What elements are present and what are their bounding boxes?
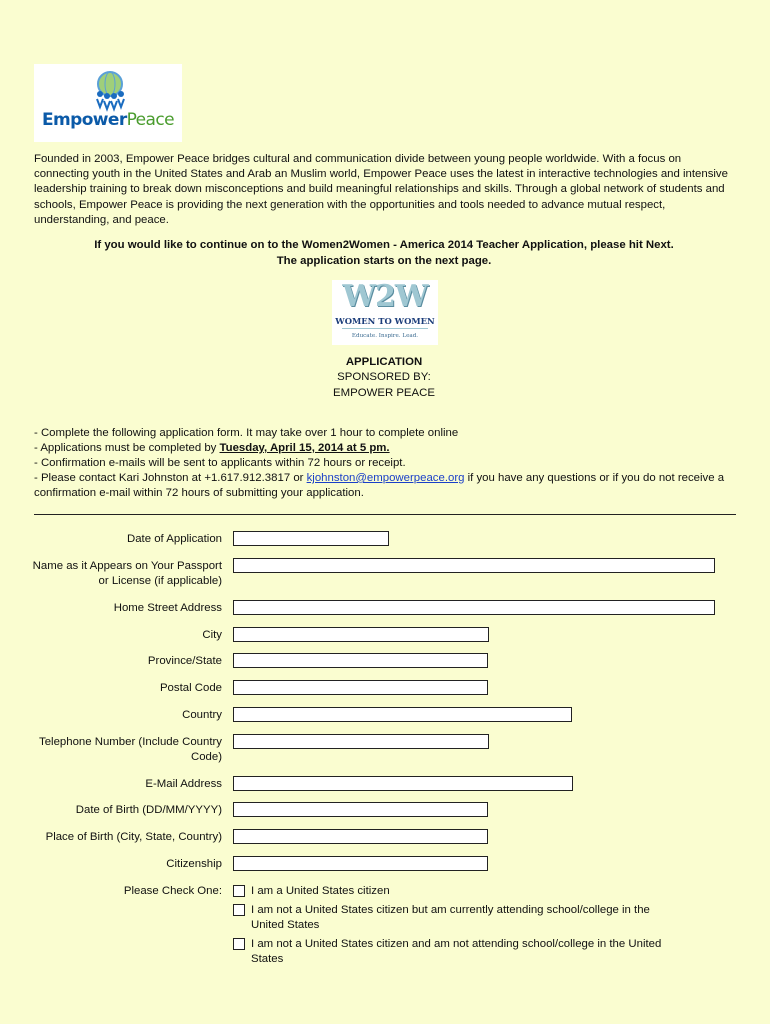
logo-text-peace: Peace [126, 110, 174, 130]
instructions [34, 426, 734, 501]
contact-email-link[interactable]: kjohnston@empowerpeace.org [306, 472, 465, 484]
non-citizen-not-attending-label: I am not a United States citizen and am not attending school/college in the United States [251, 938, 662, 965]
logo-wordmark [34, 110, 182, 130]
notice-line-2: The application starts on the next page. [276, 254, 492, 267]
please-check-label: Please Check One: [123, 885, 222, 897]
section-divider [34, 514, 736, 515]
sponsored-by: SPONSORED BY: [337, 371, 431, 384]
province-state-label: Province/State [147, 655, 222, 667]
passport-name-field[interactable] [233, 558, 715, 573]
date-of-application-label: Date of Application [127, 533, 222, 545]
w2w-tagline: Educate. Inspire. Lead. [351, 333, 419, 339]
citizenship-field[interactable] [233, 856, 488, 871]
contact-suffix: if you have any questions or if you do not receive a confirmation e-mail within 72 hours of submitting your application. [34, 472, 725, 499]
citizen-option-label: I am a United States citizen [251, 885, 390, 897]
date-of-application-field[interactable] [233, 531, 389, 546]
w2w-subtitle: WOMEN TO WOMEN [335, 316, 435, 326]
logo-text-empower: Empower [42, 110, 127, 130]
non-citizen-attending-checkbox[interactable] [233, 904, 245, 916]
w2w-logo [332, 280, 438, 345]
deadline-date: Tuesday, April 15, 2014 at 5 pm. [219, 442, 390, 454]
globe-people-icon [34, 64, 182, 142]
date-of-birth-field[interactable] [233, 802, 488, 817]
w2w-mark: W2W [342, 279, 428, 314]
citizen-checkbox[interactable] [233, 885, 245, 897]
instruction-line-4 [34, 471, 734, 501]
date-of-birth-label: Date of Birth (DD/MM/YYYY) [75, 804, 222, 816]
intro-paragraph: Founded in 2003, Empower Peace bridges cultural and communication divide between young people worldwide. With a focus on connecting youth in the United States and Arab an Muslim world, Empower Peace uses the latest in interactive technologies and intensive leadership training to break down misconceptions and build meaningful relationships and skills. Through a global network of students and schools, Empower Peace is providing the next generation with the opportunities and tools needed to advance mutual respect, understanding, and peace. [34, 153, 728, 226]
telephone-label: Telephone Number (Include Country Code) [39, 736, 222, 763]
place-of-birth-label: Place of Birth (City, State, Country) [45, 831, 222, 843]
citizenship-label: Citizenship [166, 858, 222, 870]
instruction-line-2 [34, 441, 734, 456]
province-state-field[interactable] [233, 653, 488, 668]
instruction-line-1: - Complete the following application form. It may take over 1 hour to complete online [34, 427, 459, 439]
application-heading: APPLICATION [345, 356, 423, 368]
postal-code-label: Postal Code [159, 682, 222, 694]
home-street-label: Home Street Address [113, 602, 222, 614]
country-field[interactable] [233, 707, 572, 722]
email-label: E-Mail Address [145, 778, 222, 790]
country-label: Country [182, 709, 222, 721]
passport-name-label: Name as it Appears on Your Passport or License (if applicable) [32, 560, 222, 587]
sponsor-block [34, 355, 734, 401]
postal-code-field[interactable] [233, 680, 488, 695]
notice-line-1: If you would like to continue on to the Women2Women - America 2014 Teacher Application, please hit Next. [94, 239, 674, 251]
place-of-birth-field[interactable] [233, 829, 488, 844]
home-street-field[interactable] [233, 600, 715, 615]
city-field[interactable] [233, 627, 489, 642]
telephone-field[interactable] [233, 734, 489, 749]
w2w-divider [342, 328, 428, 329]
next-page-notice [34, 238, 734, 269]
instruction-line-3: - Confirmation e-mails will be sent to applicants within 72 hours or receipt. [34, 457, 406, 469]
city-label: City [202, 629, 222, 641]
empower-peace-logo [34, 64, 182, 142]
non-citizen-not-attending-checkbox[interactable] [233, 938, 245, 950]
email-field[interactable] [233, 776, 573, 791]
sponsor-name: EMPOWER PEACE [333, 386, 435, 399]
non-citizen-attending-label: I am not a United States citizen but am currently attending school/college in the United States [251, 904, 650, 931]
deadline-prefix: - Applications must be completed by [34, 442, 220, 454]
contact-prefix: - Please contact Kari Johnston at +1.617.912.3817 or [34, 472, 307, 484]
